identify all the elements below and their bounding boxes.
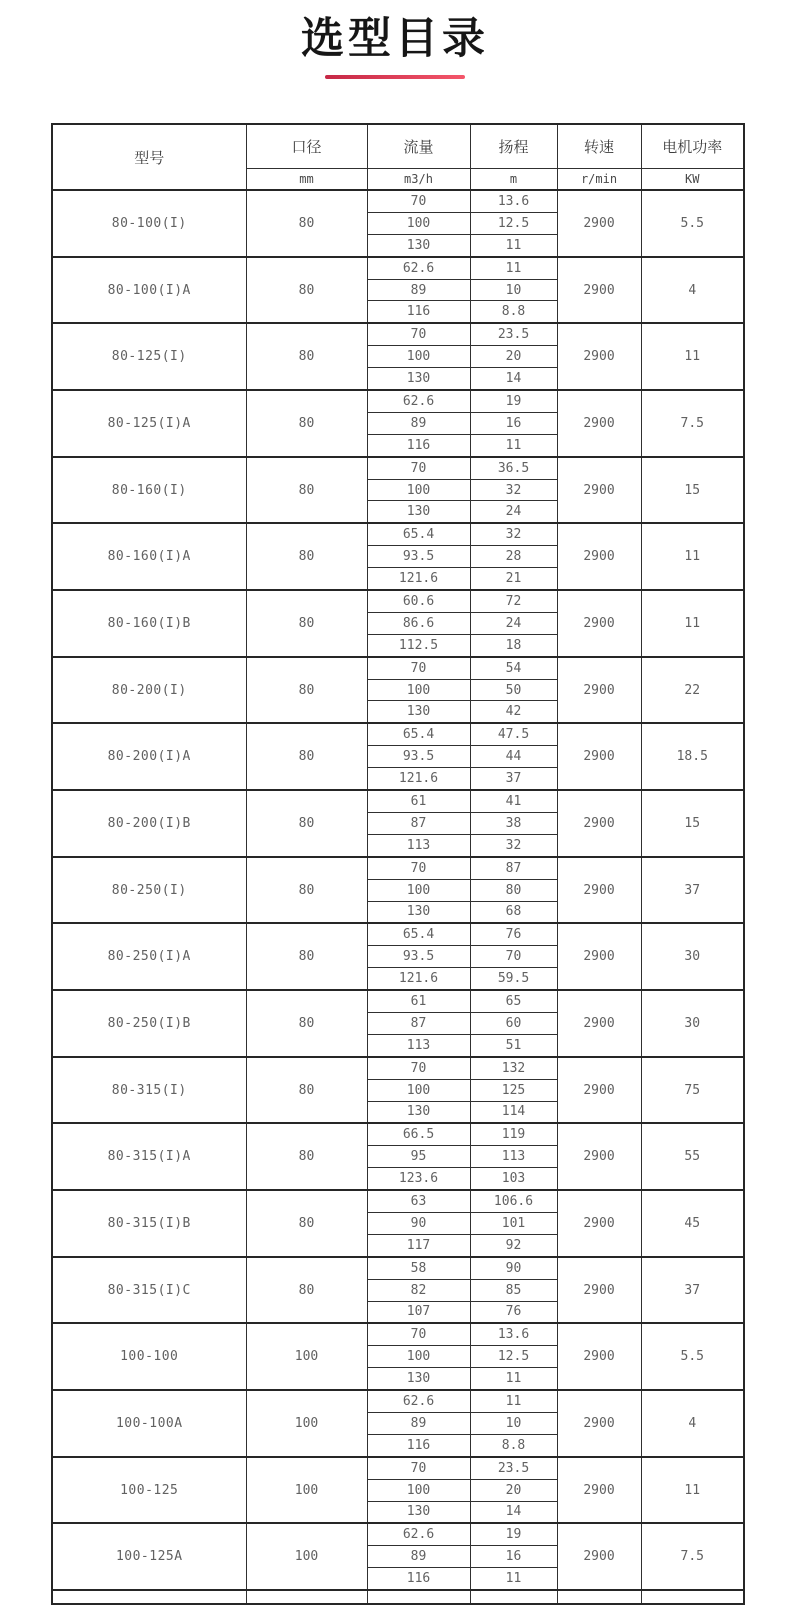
flow-cell: 130 bbox=[367, 501, 470, 523]
head-cell: 8.8 bbox=[470, 301, 557, 323]
power-cell: 22 bbox=[641, 657, 744, 724]
unit-flow: m3/h bbox=[367, 169, 470, 191]
column-header-diameter: 口径 bbox=[246, 124, 367, 169]
diameter-cell: 80 bbox=[246, 723, 367, 790]
flow-cell: 130 bbox=[367, 901, 470, 923]
flow-cell: 121.6 bbox=[367, 968, 470, 990]
table-row-group-start bbox=[52, 323, 744, 345]
head-cell: 51 bbox=[470, 1034, 557, 1056]
head-cell: 10 bbox=[470, 1412, 557, 1434]
speed-cell: 2900 bbox=[557, 257, 641, 324]
model-cell: 80-125(I) bbox=[52, 323, 246, 390]
head-cell: 28 bbox=[470, 546, 557, 568]
diameter-cell: 80 bbox=[246, 523, 367, 590]
model-cell: 80-315(I)C bbox=[52, 1257, 246, 1324]
head-cell: 60 bbox=[470, 1012, 557, 1034]
table-row-group-start bbox=[52, 1323, 744, 1345]
speed-cell: 2900 bbox=[557, 190, 641, 257]
table-row-group-start bbox=[52, 723, 744, 745]
head-cell: 13.6 bbox=[470, 190, 557, 212]
flow-cell: 100 bbox=[367, 1079, 470, 1101]
model-cell: 80-250(I)B bbox=[52, 990, 246, 1057]
flow-cell: 116 bbox=[367, 1568, 470, 1590]
flow-cell: 100 bbox=[367, 212, 470, 234]
model-cell: 80-315(I)B bbox=[52, 1190, 246, 1257]
power-cell: 5.5 bbox=[641, 190, 744, 257]
diameter-cell: 80 bbox=[246, 190, 367, 257]
head-cell: 20 bbox=[470, 1479, 557, 1501]
diameter-cell: 80 bbox=[246, 590, 367, 657]
head-cell: 50 bbox=[470, 679, 557, 701]
flow-cell: 130 bbox=[367, 234, 470, 256]
head-cell: 16 bbox=[470, 1546, 557, 1568]
column-header-model: 型号 bbox=[52, 124, 246, 190]
power-cell: 15 bbox=[641, 790, 744, 857]
flow-cell: 130 bbox=[367, 368, 470, 390]
column-header-head: 扬程 bbox=[470, 124, 557, 169]
speed-cell: 2900 bbox=[557, 523, 641, 590]
power-cell: 45 bbox=[641, 1190, 744, 1257]
flow-cell: 100 bbox=[367, 1346, 470, 1368]
model-cell: 80-200(I)B bbox=[52, 790, 246, 857]
flow-cell: 82 bbox=[367, 1279, 470, 1301]
speed-cell: 2900 bbox=[557, 1323, 641, 1390]
diameter-cell: 80 bbox=[246, 1257, 367, 1324]
flow-cell: 121.6 bbox=[367, 768, 470, 790]
head-cell: 54 bbox=[470, 657, 557, 679]
speed-cell: 2900 bbox=[557, 923, 641, 990]
speed-cell: 2900 bbox=[557, 657, 641, 724]
model-cell: 100-125A bbox=[52, 1523, 246, 1590]
diameter-cell: 80 bbox=[246, 457, 367, 524]
flow-cell: 130 bbox=[367, 1101, 470, 1123]
head-cell: 19 bbox=[470, 1523, 557, 1545]
flow-cell: 116 bbox=[367, 434, 470, 456]
table-row-group-start bbox=[52, 657, 744, 679]
flow-cell: 89 bbox=[367, 1546, 470, 1568]
head-cell: 44 bbox=[470, 746, 557, 768]
speed-cell: 2900 bbox=[557, 990, 641, 1057]
flow-cell: 121.6 bbox=[367, 568, 470, 590]
model-cell: 80-100(I) bbox=[52, 190, 246, 257]
header-row bbox=[52, 124, 744, 169]
head-cell: 11 bbox=[470, 1568, 557, 1590]
table-header bbox=[52, 124, 744, 190]
head-cell: 106.6 bbox=[470, 1190, 557, 1212]
table-row-group-start bbox=[52, 1257, 744, 1279]
diameter-cell: 80 bbox=[246, 790, 367, 857]
flow-cell: 116 bbox=[367, 301, 470, 323]
head-cell: 23.5 bbox=[470, 323, 557, 345]
flow-cell: 87 bbox=[367, 812, 470, 834]
table-row-group-start bbox=[52, 390, 744, 412]
flow-cell: 62.6 bbox=[367, 1523, 470, 1545]
diameter-cell: 80 bbox=[246, 390, 367, 457]
power-cell: 7.5 bbox=[641, 390, 744, 457]
table-row-group-start bbox=[52, 1123, 744, 1145]
flow-cell: 65.4 bbox=[367, 523, 470, 545]
flow-cell: 70 bbox=[367, 1457, 470, 1479]
flow-cell: 61 bbox=[367, 990, 470, 1012]
head-cell: 32 bbox=[470, 479, 557, 501]
head-cell: 59.5 bbox=[470, 968, 557, 990]
speed-cell: 2900 bbox=[557, 1190, 641, 1257]
head-cell: 42 bbox=[470, 701, 557, 723]
power-cell: 4 bbox=[641, 257, 744, 324]
flow-cell: 117 bbox=[367, 1234, 470, 1256]
unit-power: KW bbox=[641, 169, 744, 191]
table-row-group-start bbox=[52, 190, 744, 212]
unit-speed: r/min bbox=[557, 169, 641, 191]
model-cell: 80-315(I)A bbox=[52, 1123, 246, 1190]
speed-cell: 2900 bbox=[557, 1257, 641, 1324]
diameter-cell: 80 bbox=[246, 1123, 367, 1190]
power-cell: 30 bbox=[641, 923, 744, 990]
flow-cell: 70 bbox=[367, 1057, 470, 1079]
model-cell: 80-200(I) bbox=[52, 657, 246, 724]
speed-cell: 2900 bbox=[557, 1523, 641, 1590]
power-cell: 5.5 bbox=[641, 1323, 744, 1390]
column-header-speed: 转速 bbox=[557, 124, 641, 169]
power-cell: 75 bbox=[641, 1057, 744, 1124]
power-cell: 18.5 bbox=[641, 723, 744, 790]
diameter-cell: 80 bbox=[246, 657, 367, 724]
head-cell: 70 bbox=[470, 946, 557, 968]
flow-cell: 86.6 bbox=[367, 612, 470, 634]
flow-cell: 89 bbox=[367, 412, 470, 434]
page-title: 选型目录 bbox=[301, 15, 489, 63]
head-cell: 65 bbox=[470, 990, 557, 1012]
head-cell: 80 bbox=[470, 879, 557, 901]
flow-cell: 113 bbox=[367, 834, 470, 856]
head-cell: 32 bbox=[470, 523, 557, 545]
table-row-group-start bbox=[52, 257, 744, 279]
head-cell: 103 bbox=[470, 1168, 557, 1190]
head-cell: 101 bbox=[470, 1212, 557, 1234]
flow-cell: 93.5 bbox=[367, 746, 470, 768]
table-row-group-start bbox=[52, 523, 744, 545]
head-cell: 16 bbox=[470, 412, 557, 434]
flow-cell: 70 bbox=[367, 457, 470, 479]
speed-cell: 2900 bbox=[557, 857, 641, 924]
flow-cell: 60.6 bbox=[367, 590, 470, 612]
head-cell: 76 bbox=[470, 1301, 557, 1323]
model-cell: 100-125 bbox=[52, 1457, 246, 1524]
flow-cell: 100 bbox=[367, 479, 470, 501]
head-cell: 18 bbox=[470, 634, 557, 656]
speed-cell: 2900 bbox=[557, 1123, 641, 1190]
speed-cell: 2900 bbox=[557, 457, 641, 524]
head-cell: 20 bbox=[470, 346, 557, 368]
speed-cell: 2900 bbox=[557, 590, 641, 657]
head-cell: 11 bbox=[470, 257, 557, 279]
power-cell: 37 bbox=[641, 857, 744, 924]
power-cell: 7.5 bbox=[641, 1523, 744, 1590]
head-cell: 11 bbox=[470, 434, 557, 456]
head-cell: 114 bbox=[470, 1101, 557, 1123]
power-cell: 37 bbox=[641, 1257, 744, 1324]
table-row-group-start bbox=[52, 1523, 744, 1545]
flow-cell: 93.5 bbox=[367, 946, 470, 968]
model-cell: 80-125(I)A bbox=[52, 390, 246, 457]
diameter-cell: 80 bbox=[246, 323, 367, 390]
flow-cell: 93.5 bbox=[367, 546, 470, 568]
model-cell: 80-200(I)A bbox=[52, 723, 246, 790]
flow-cell: 107 bbox=[367, 1301, 470, 1323]
flow-cell: 62.6 bbox=[367, 1390, 470, 1412]
flow-cell: 95 bbox=[367, 1146, 470, 1168]
flow-cell: 123.6 bbox=[367, 1168, 470, 1190]
flow-cell: 66.5 bbox=[367, 1123, 470, 1145]
flow-cell: 61 bbox=[367, 790, 470, 812]
head-cell: 68 bbox=[470, 901, 557, 923]
table-row-group-start bbox=[52, 590, 744, 612]
head-cell: 72 bbox=[470, 590, 557, 612]
flow-cell: 87 bbox=[367, 1012, 470, 1034]
head-cell: 11 bbox=[470, 1390, 557, 1412]
head-cell: 32 bbox=[470, 834, 557, 856]
model-cell: 80-160(I)A bbox=[52, 523, 246, 590]
head-cell: 113 bbox=[470, 1146, 557, 1168]
model-cell: 100-100 bbox=[52, 1323, 246, 1390]
head-cell: 8.8 bbox=[470, 1434, 557, 1456]
head-cell: 12.5 bbox=[470, 212, 557, 234]
head-cell: 85 bbox=[470, 1279, 557, 1301]
model-cell: 80-250(I)A bbox=[52, 923, 246, 990]
head-cell: 41 bbox=[470, 790, 557, 812]
flow-cell: 130 bbox=[367, 701, 470, 723]
flow-cell: 65.4 bbox=[367, 923, 470, 945]
diameter-cell: 80 bbox=[246, 990, 367, 1057]
flow-cell: 58 bbox=[367, 1257, 470, 1279]
head-cell: 12.5 bbox=[470, 1346, 557, 1368]
head-cell: 119 bbox=[470, 1123, 557, 1145]
flow-cell: 62.6 bbox=[367, 390, 470, 412]
pump-selection-table bbox=[51, 123, 745, 1605]
head-cell: 90 bbox=[470, 1257, 557, 1279]
speed-cell: 2900 bbox=[557, 790, 641, 857]
diameter-cell: 80 bbox=[246, 1057, 367, 1124]
power-cell: 15 bbox=[641, 457, 744, 524]
flow-cell: 100 bbox=[367, 679, 470, 701]
head-cell: 92 bbox=[470, 1234, 557, 1256]
flow-cell: 89 bbox=[367, 1412, 470, 1434]
flow-cell: 65.4 bbox=[367, 723, 470, 745]
flow-cell: 70 bbox=[367, 323, 470, 345]
table-row-group-start bbox=[52, 1457, 744, 1479]
head-cell: 76 bbox=[470, 923, 557, 945]
diameter-cell: 80 bbox=[246, 857, 367, 924]
diameter-cell: 80 bbox=[246, 257, 367, 324]
table-row-group-start bbox=[52, 857, 744, 879]
power-cell: 55 bbox=[641, 1123, 744, 1190]
flow-cell: 113 bbox=[367, 1034, 470, 1056]
column-header-power: 电机功率 bbox=[641, 124, 744, 169]
head-cell: 23.5 bbox=[470, 1457, 557, 1479]
flow-cell: 89 bbox=[367, 279, 470, 301]
flow-cell: 70 bbox=[367, 190, 470, 212]
head-cell: 19 bbox=[470, 390, 557, 412]
flow-cell: 100 bbox=[367, 346, 470, 368]
diameter-cell: 100 bbox=[246, 1523, 367, 1590]
flow-cell: 62.6 bbox=[367, 257, 470, 279]
unit-diameter: mm bbox=[246, 169, 367, 191]
flow-cell: 100 bbox=[367, 1479, 470, 1501]
model-cell: 80-315(I) bbox=[52, 1057, 246, 1124]
diameter-cell: 100 bbox=[246, 1390, 367, 1457]
head-cell: 21 bbox=[470, 568, 557, 590]
head-cell: 38 bbox=[470, 812, 557, 834]
power-cell: 11 bbox=[641, 1457, 744, 1524]
head-cell: 10 bbox=[470, 279, 557, 301]
table-row-group-start bbox=[52, 1057, 744, 1079]
table-row-group-start bbox=[52, 790, 744, 812]
column-header-flow: 流量 bbox=[367, 124, 470, 169]
cutoff-row bbox=[52, 1590, 744, 1604]
flow-cell: 130 bbox=[367, 1501, 470, 1523]
flow-cell: 112.5 bbox=[367, 634, 470, 656]
diameter-cell: 80 bbox=[246, 1190, 367, 1257]
head-cell: 47.5 bbox=[470, 723, 557, 745]
head-cell: 37 bbox=[470, 768, 557, 790]
flow-cell: 70 bbox=[367, 657, 470, 679]
head-cell: 125 bbox=[470, 1079, 557, 1101]
table-row-group-start bbox=[52, 457, 744, 479]
speed-cell: 2900 bbox=[557, 390, 641, 457]
table-row-group-start bbox=[52, 1390, 744, 1412]
power-cell: 11 bbox=[641, 523, 744, 590]
flow-cell: 100 bbox=[367, 879, 470, 901]
diameter-cell: 80 bbox=[246, 923, 367, 990]
model-cell: 80-250(I) bbox=[52, 857, 246, 924]
unit-head: m bbox=[470, 169, 557, 191]
head-cell: 24 bbox=[470, 501, 557, 523]
table-row-group-start bbox=[52, 990, 744, 1012]
flow-cell: 130 bbox=[367, 1368, 470, 1390]
flow-cell: 63 bbox=[367, 1190, 470, 1212]
power-cell: 4 bbox=[641, 1390, 744, 1457]
speed-cell: 2900 bbox=[557, 323, 641, 390]
model-cell: 80-100(I)A bbox=[52, 257, 246, 324]
power-cell: 11 bbox=[641, 323, 744, 390]
speed-cell: 2900 bbox=[557, 723, 641, 790]
flow-cell: 70 bbox=[367, 1323, 470, 1345]
speed-cell: 2900 bbox=[557, 1457, 641, 1524]
head-cell: 14 bbox=[470, 368, 557, 390]
speed-cell: 2900 bbox=[557, 1390, 641, 1457]
power-cell: 30 bbox=[641, 990, 744, 1057]
head-cell: 87 bbox=[470, 857, 557, 879]
head-cell: 11 bbox=[470, 1368, 557, 1390]
head-cell: 36.5 bbox=[470, 457, 557, 479]
head-cell: 132 bbox=[470, 1057, 557, 1079]
model-cell: 80-160(I)B bbox=[52, 590, 246, 657]
head-cell: 11 bbox=[470, 234, 557, 256]
flow-cell: 70 bbox=[367, 857, 470, 879]
head-cell: 14 bbox=[470, 1501, 557, 1523]
speed-cell: 2900 bbox=[557, 1057, 641, 1124]
model-cell: 80-160(I) bbox=[52, 457, 246, 524]
table-row-group-start bbox=[52, 923, 744, 945]
table-row-group-start bbox=[52, 1190, 744, 1212]
title-underline-accent bbox=[325, 75, 465, 79]
power-cell: 11 bbox=[641, 590, 744, 657]
model-cell: 100-100A bbox=[52, 1390, 246, 1457]
head-cell: 13.6 bbox=[470, 1323, 557, 1345]
flow-cell: 116 bbox=[367, 1434, 470, 1456]
table-body bbox=[52, 190, 744, 1604]
diameter-cell: 100 bbox=[246, 1323, 367, 1390]
head-cell: 24 bbox=[470, 612, 557, 634]
diameter-cell: 100 bbox=[246, 1457, 367, 1524]
flow-cell: 90 bbox=[367, 1212, 470, 1234]
